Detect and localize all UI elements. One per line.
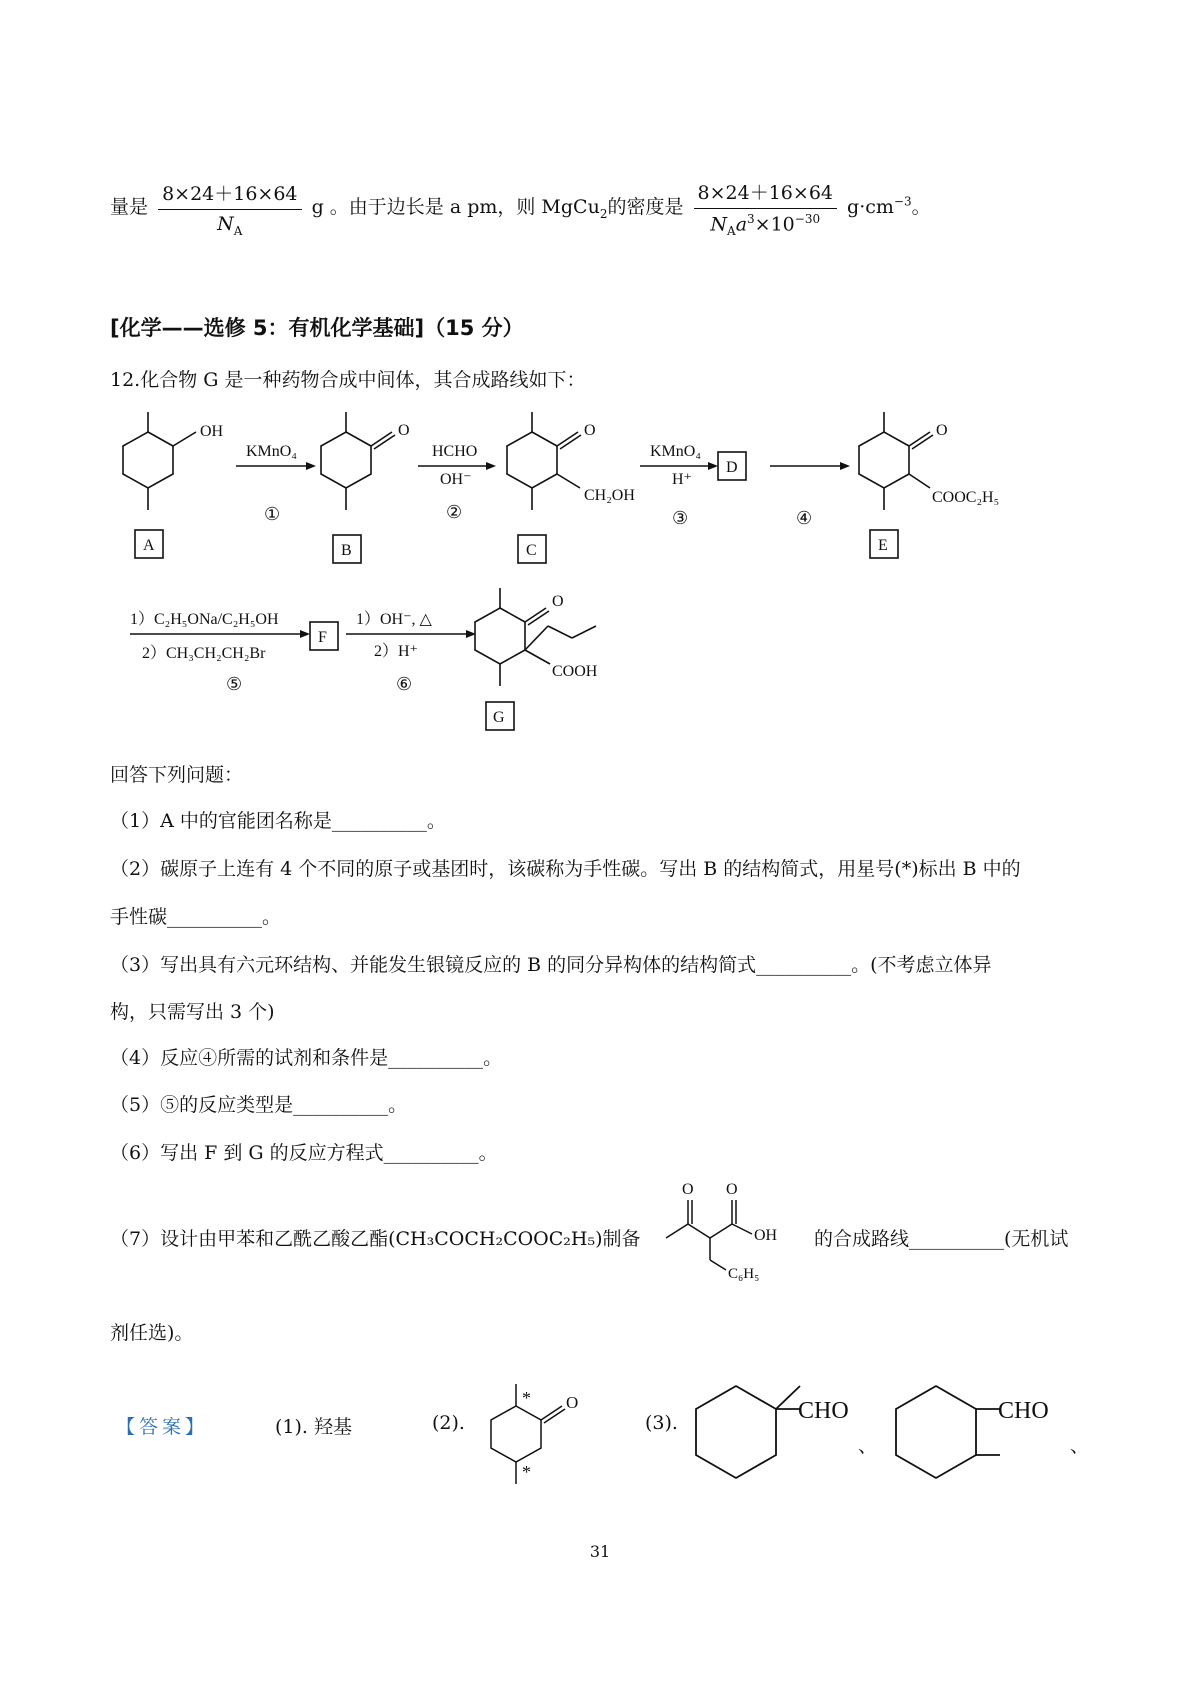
question-7-line-1: （7）设计由甲苯和乙酰乙酸乙酯(CH₃COCH₂COOC₂H₅)制备 <box>110 1228 641 1250</box>
label-g: G <box>493 709 505 726</box>
label-b: B <box>341 542 352 559</box>
r6-number: ⑥ <box>396 674 413 694</box>
answer-2-structure <box>470 1370 590 1510</box>
answer-3-separator-2: 、 <box>1070 1436 1090 1457</box>
g-oxygen-text: O <box>552 593 564 610</box>
mass-fraction-denominator: $N_A$ <box>217 212 243 238</box>
question-7-line-1-end: 的合成路线__________(无机试 <box>814 1228 1069 1250</box>
question-7-line-2: 剂任选)。 <box>110 1322 194 1344</box>
mass-fraction <box>158 179 301 238</box>
questions-prompt: 回答下列问题： <box>110 764 244 786</box>
answer-1: (1). 羟基 <box>275 1416 352 1438</box>
density-fraction <box>694 178 837 238</box>
answer-3-label: (3). <box>645 1412 678 1434</box>
r3-number: ③ <box>672 508 689 528</box>
q7-phenyl: C₆H₅ <box>728 1266 760 1282</box>
label-e: E <box>878 537 888 554</box>
answer-3-separator-1: 、 <box>858 1436 878 1457</box>
answer-2-label: (2). <box>432 1412 465 1434</box>
density-formula-line: 量是 $\frac{8\times 24+16\times 64}{N_A}$ g 。由于边长是 a pm，则 MgCu$_2$的密度是 $\frac{8\times 24+16\times 64}{N_Aa^3\times 10^{-30}}$ $g\cdot cm^{-3}$。 <box>110 178 931 238</box>
answer-label: 【答案】 <box>116 1416 209 1438</box>
g-cooh-text: COOH <box>552 663 598 680</box>
a-hydroxyl-text: OH <box>200 423 224 440</box>
ring-a <box>123 432 173 488</box>
answer-3-cho-1: CHO <box>798 1398 849 1424</box>
label-c: C <box>526 542 537 559</box>
q7-oxygen-2: O <box>726 1181 738 1198</box>
answer-2-star-2: * <box>522 1462 531 1482</box>
r3-condition: H⁺ <box>672 471 692 488</box>
q7-oxygen-1: O <box>682 1181 694 1198</box>
e-ester-text: COOC₂H₅ <box>932 489 1000 506</box>
r2-number: ② <box>446 502 463 522</box>
answer-3-cho-2: CHO <box>998 1398 1049 1424</box>
r5-reagent: 1）C₂H₅ONa/C₂H₅OH <box>130 611 279 628</box>
label-d: D <box>726 459 738 476</box>
ring-c <box>507 432 557 488</box>
c-oxygen-text: O <box>584 422 596 439</box>
label-a: A <box>143 537 155 554</box>
label-f: F <box>318 629 327 646</box>
question-2-line-1: （2）碳原子上连有 4 个不同的原子或基团时，该碳称为手性碳。写出 B 的结构简式，用星号(*)标出 B 中的 <box>110 858 1021 880</box>
density-fraction-numerator: 8×24＋16×64 <box>694 178 837 209</box>
r5-condition: 2）CH₃CH₂CH₂Br <box>142 645 266 662</box>
b-oxygen-text: O <box>398 422 410 439</box>
ring-b <box>321 432 371 488</box>
mass-unit: g <box>311 196 324 219</box>
q7-target-structure <box>660 1170 810 1290</box>
q7-hydroxyl: OH <box>754 1227 778 1244</box>
section-title: [化学——选修 5：有机化学基础]（15 分） <box>110 316 524 340</box>
question-5: （5）⑤的反应类型是__________。 <box>110 1094 408 1116</box>
formula-mid: 。由于边长是 a pm，则 MgCu <box>329 196 600 219</box>
density-fraction-denominator: $N_Aa^3\times 10^{-30}$ <box>710 212 821 239</box>
r6-condition: 2）H⁺ <box>374 643 419 660</box>
c-ch2oh-text: CH₂OH <box>584 487 635 504</box>
answer-3-structures <box>690 1372 1110 1492</box>
answer-2-star-1: * <box>522 1388 531 1408</box>
formula-prefix: 量是 <box>110 196 149 219</box>
r5-number: ⑤ <box>226 674 243 694</box>
e-oxygen-text: O <box>936 422 948 439</box>
question-intro: 12.化合物 G 是一种药物合成中间体，其合成路线如下： <box>110 369 586 391</box>
question-6: （6）写出 F 到 G 的反应方程式__________。 <box>110 1142 498 1164</box>
r4-number: ④ <box>796 508 813 528</box>
synthesis-scheme <box>0 400 1200 740</box>
answer-2-oxygen: O <box>566 1393 579 1412</box>
question-3-line-1: （3）写出具有六元环结构、并能发生银镜反应的 B 的同分异构体的结构简式__________。(不考虑立体异 <box>110 954 992 976</box>
r1-reagent: KMnO₄ <box>246 443 297 460</box>
mass-fraction-numerator: 8×24＋16×64 <box>158 179 301 210</box>
question-2-line-2: 手性碳__________。 <box>110 906 282 928</box>
r2-condition: OH⁻ <box>440 471 472 488</box>
page-number: 31 <box>589 1542 611 1561</box>
question-1: （1）A 中的官能团名称是__________。 <box>110 810 446 832</box>
r6-reagent: 1）OH⁻, △ <box>356 611 432 628</box>
ring-g <box>475 608 525 664</box>
ring-e <box>859 432 909 488</box>
question-3-line-2: 构，只需写出 3 个) <box>110 1001 275 1023</box>
question-4: （4）反应④所需的试剂和条件是__________。 <box>110 1047 503 1069</box>
r2-reagent: HCHO <box>432 443 478 460</box>
r3-reagent: KMnO₄ <box>650 443 701 460</box>
density-unit: $g\cdot cm^{-3}$ <box>847 194 912 219</box>
r1-number: ① <box>264 504 281 524</box>
